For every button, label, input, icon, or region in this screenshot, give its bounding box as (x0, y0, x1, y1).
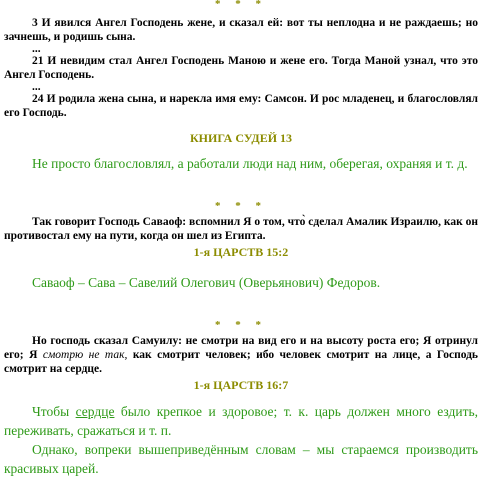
verse-24: 24 И родила жена сына, и нарекла имя ему: Самсон. И рос младенец, и благословлял его Господь. (4, 93, 478, 119)
commentary-paragraph: Саваоф – Сава – Савелий Олегович (Оверьянович) Федоров. (32, 275, 381, 290)
section-divider-stars: * * * (215, 319, 267, 331)
verse-text-part1: Но господь сказал Самуилу: не смотри на вид его и на высоту роста его; Я отринул его; Я (4, 335, 478, 361)
scripture-quote (4, 16, 478, 120)
verse-3: 3 И явился Ангел Господень жене, и сказал ей: вот ты неплодна и не раждаешь; но зачнешь, и родишь сына. (4, 17, 478, 43)
heart-link[interactable]: сердце (75, 404, 115, 419)
section-divider-stars: * * * (215, 0, 267, 10)
verse-21: 21 И невидим стал Ангел Господень Маною и жене его. Тогда Маной узнал, что это Ангел Господень. (4, 55, 478, 81)
scripture-reference: 1-я ЦАРСТВ 15:2 (193, 245, 289, 259)
scripture-quote (4, 215, 478, 243)
ellipsis: ... (32, 81, 41, 93)
ellipsis: ... (32, 43, 41, 55)
commentary-paragraph-1 (4, 402, 478, 440)
commentary-paragraph-2: Однако, вопреки вышеприведённым словам – мы стараемся производить красивых царей. (4, 442, 478, 476)
scripture-reference: КНИГА СУДЕЙ 13 (189, 131, 293, 145)
verse-text (4, 334, 478, 376)
commentary-text (4, 154, 478, 173)
commentary-after-link: было крепкое и здоровое; т. к. царь должен много ездить, переживать, сражаться и т. п. (4, 404, 479, 438)
scripture-quote (4, 334, 478, 376)
verse-text-part2: как смотрит человек; ибо человек смотрит на лице, а Господь смотрит на сердце. (4, 349, 479, 375)
commentary-text (4, 273, 478, 292)
commentary-paragraph: Не просто благословлял, а работали люди над ним, оберегая, охраняя и т. д. (32, 156, 468, 171)
verse-italic-phrase: смотрю не так, (42, 349, 128, 361)
commentary-before-link: Чтобы (32, 404, 70, 419)
commentary-text (4, 402, 478, 478)
scripture-reference: 1-я ЦАРСТВ 16:7 (193, 378, 289, 392)
verse-text: Так говорит Господь Саваоф: вспомнил Я о том, что̀ сделал Амалик Израилю, как он противостал ему на пути, когда он шел из Египта. (4, 216, 478, 242)
section-divider-stars: * * * (215, 200, 267, 212)
